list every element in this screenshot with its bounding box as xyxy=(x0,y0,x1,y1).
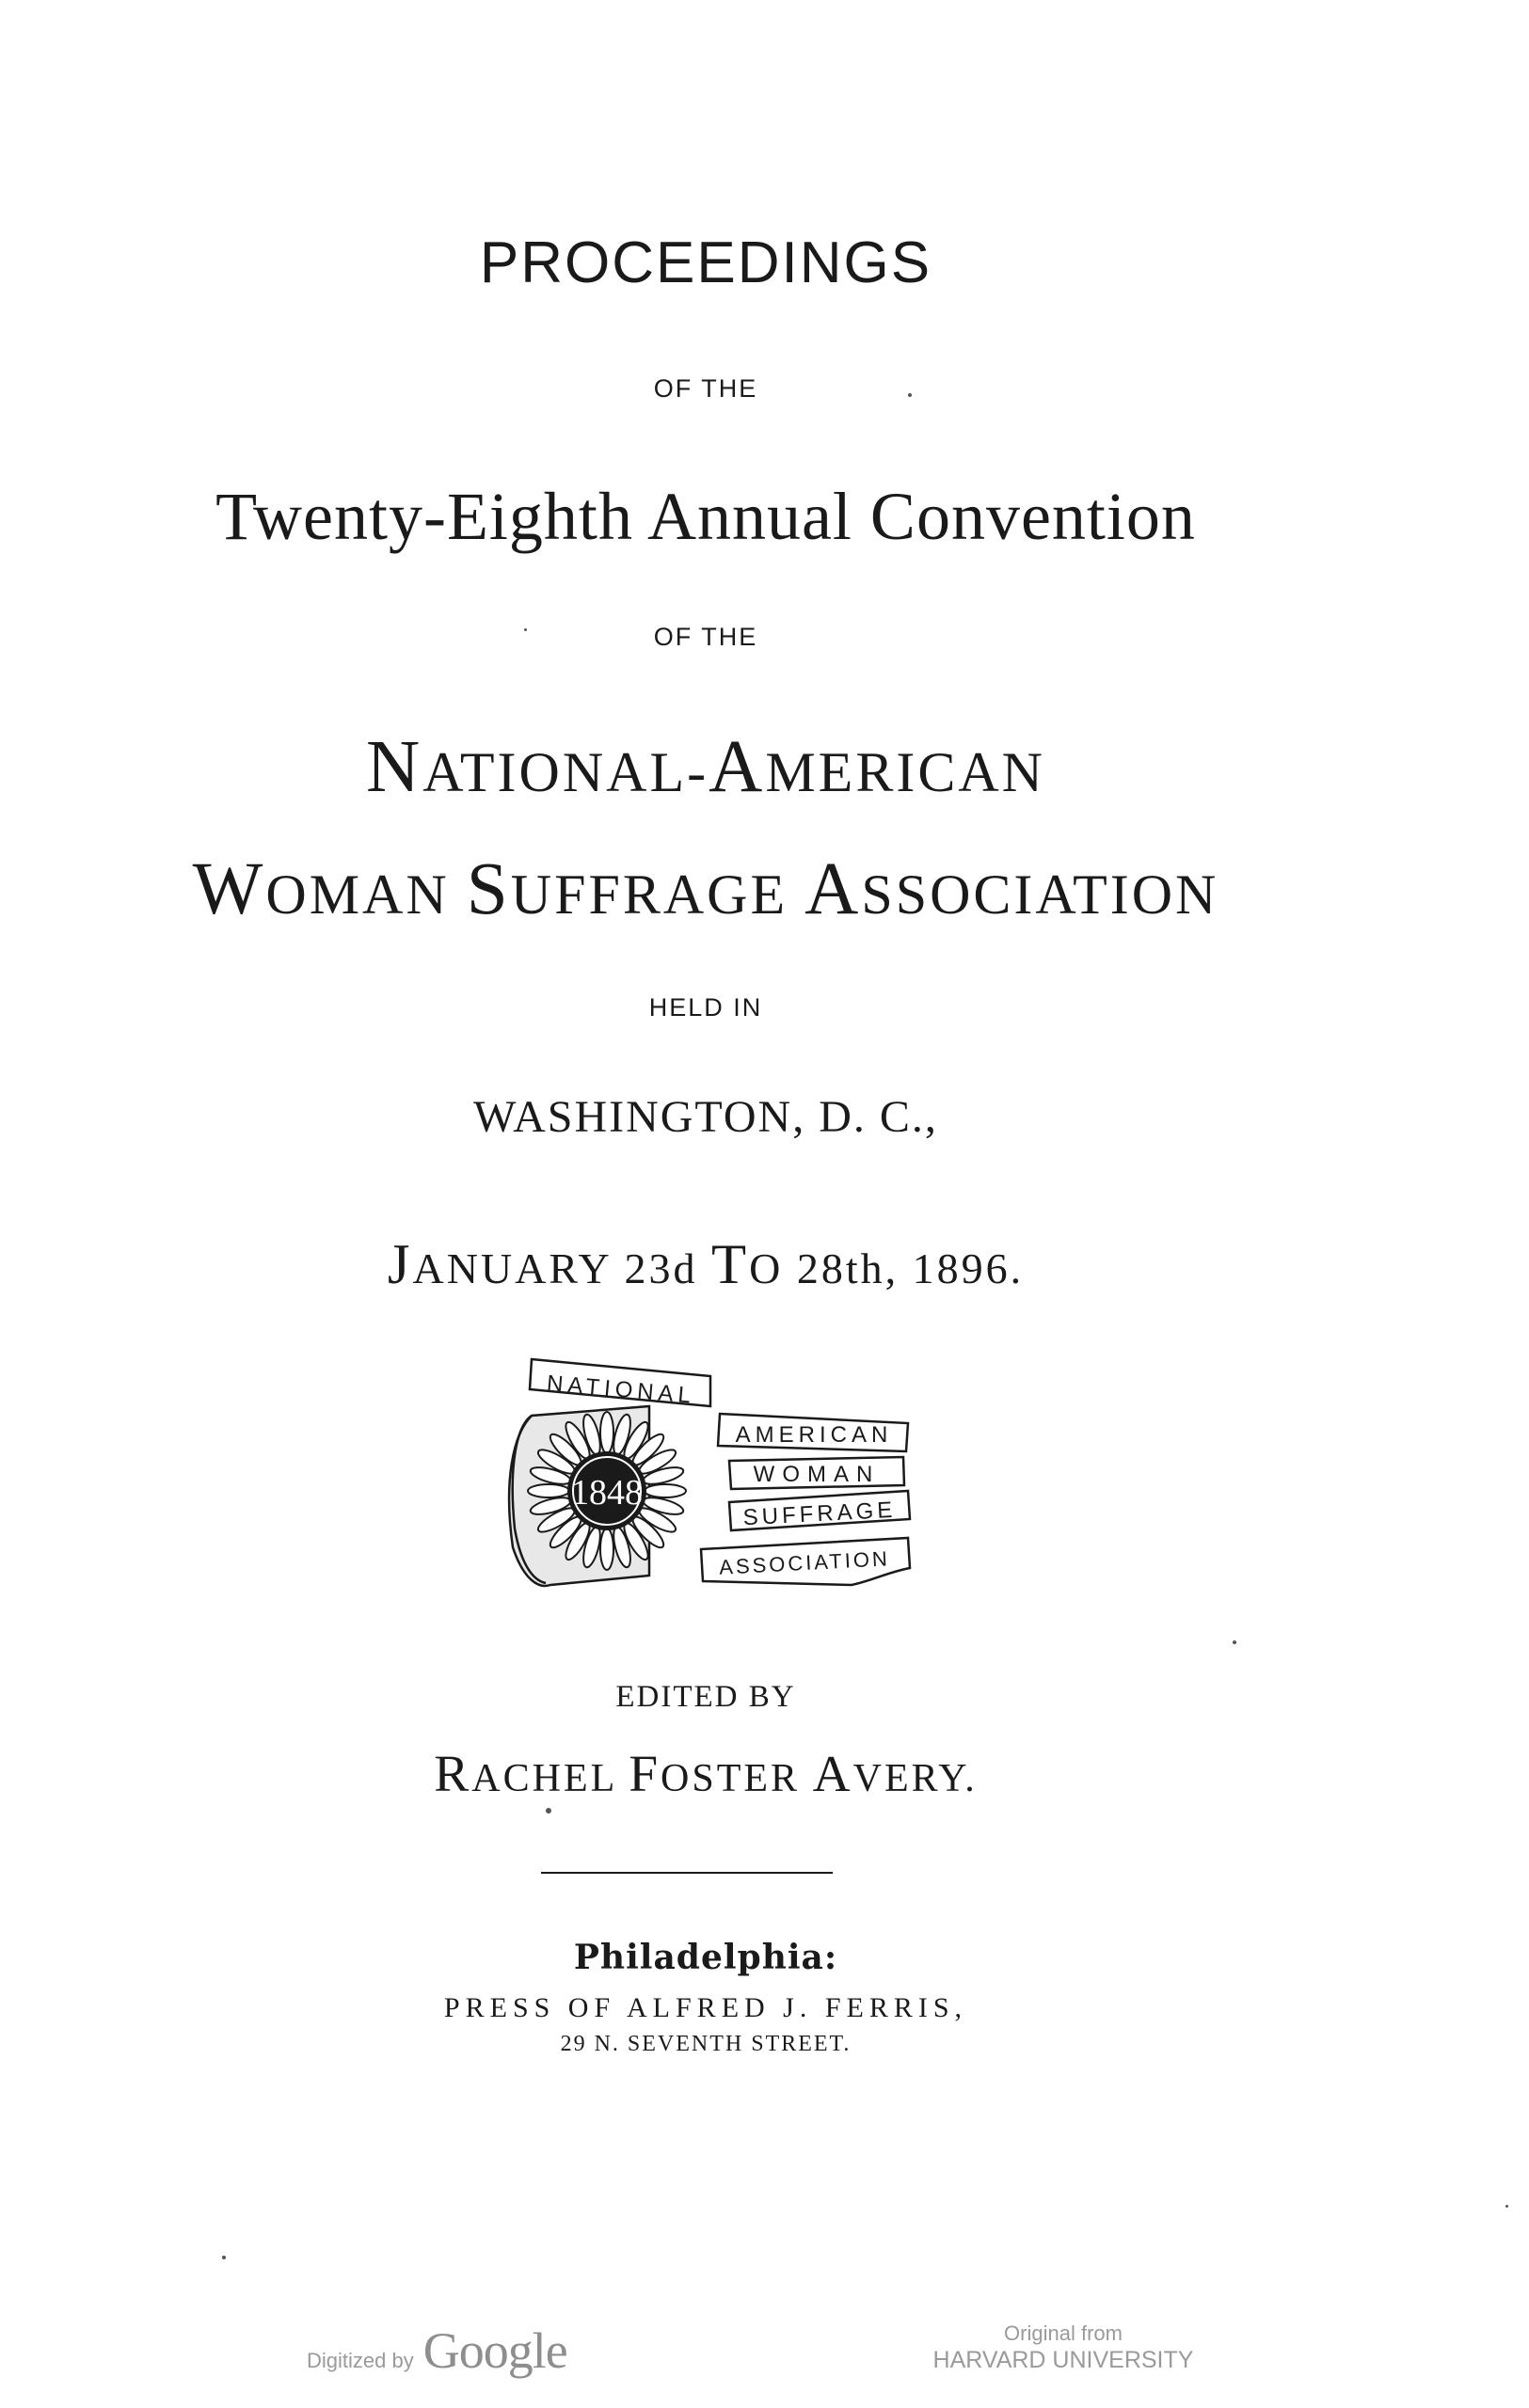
imprint-press: PRESS OF ALFRED J. FERRIS, xyxy=(443,1992,968,2023)
association-emblem xyxy=(494,1340,927,1613)
scan-speck xyxy=(1233,1640,1236,1644)
convention-title: Twenty-Eighth Annual Convention xyxy=(215,479,1196,554)
banner-word-3: WOMAN xyxy=(753,1462,881,1487)
editor-name: RACHEL FOSTER AVERY. xyxy=(434,1745,978,1802)
banner-association xyxy=(701,1538,910,1585)
convention-dates: JANUARY 23d TO 28th, 1896. xyxy=(387,1233,1025,1296)
sunflower-petal xyxy=(528,1484,569,1497)
digitized-by-label: Digitized by xyxy=(307,2349,414,2372)
banner-suffrage xyxy=(729,1491,910,1530)
digitized-by-watermark xyxy=(307,2321,567,2380)
banner-word-2: AMERICAN xyxy=(735,1422,893,1448)
scan-speck xyxy=(546,1808,551,1814)
banner-american xyxy=(718,1414,908,1451)
imprint-place: Philadelphia: xyxy=(573,1938,838,1977)
banner-national xyxy=(530,1359,710,1409)
edited-by-label: EDITED BY xyxy=(615,1680,796,1714)
sunflower-petal xyxy=(600,1529,613,1570)
scan-speck xyxy=(524,628,527,631)
google-logo: Google xyxy=(422,2322,567,2379)
sunflower-petal xyxy=(600,1412,613,1453)
held-in-label: HELD IN xyxy=(648,993,763,1022)
original-from-watermark xyxy=(932,2321,1195,2374)
association-name-line-1: NATIONAL-AMERICAN xyxy=(366,725,1045,808)
of-the-label-1: OF THE xyxy=(653,374,758,403)
title-proceedings: PROCEEDINGS xyxy=(479,230,932,295)
institution-name: HARVARD UNIVERSITY xyxy=(932,2347,1194,2373)
emblem-year: 1848 xyxy=(571,1473,643,1513)
convention-city: WASHINGTON, D. C., xyxy=(473,1092,938,1142)
scan-speck xyxy=(908,393,912,397)
banner-word-5: ASSOCIATION xyxy=(718,1546,891,1579)
imprint-street: 29 N. SEVENTH STREET. xyxy=(560,2032,852,2056)
association-name-line-2: WOMAN SUFFRAGE ASSOCIATION xyxy=(192,848,1219,930)
banner-word-4: SUFFRAGE xyxy=(742,1497,897,1531)
divider-rule xyxy=(541,1872,833,1874)
scan-speck xyxy=(1505,2205,1508,2208)
scan-speck xyxy=(222,2256,226,2259)
of-the-label-2: OF THE xyxy=(653,623,758,651)
banner-woman xyxy=(729,1457,904,1489)
sunflower-petal xyxy=(645,1484,686,1497)
banner-word-1: NATIONAL xyxy=(545,1370,696,1409)
original-from-label: Original from xyxy=(1004,2321,1123,2345)
